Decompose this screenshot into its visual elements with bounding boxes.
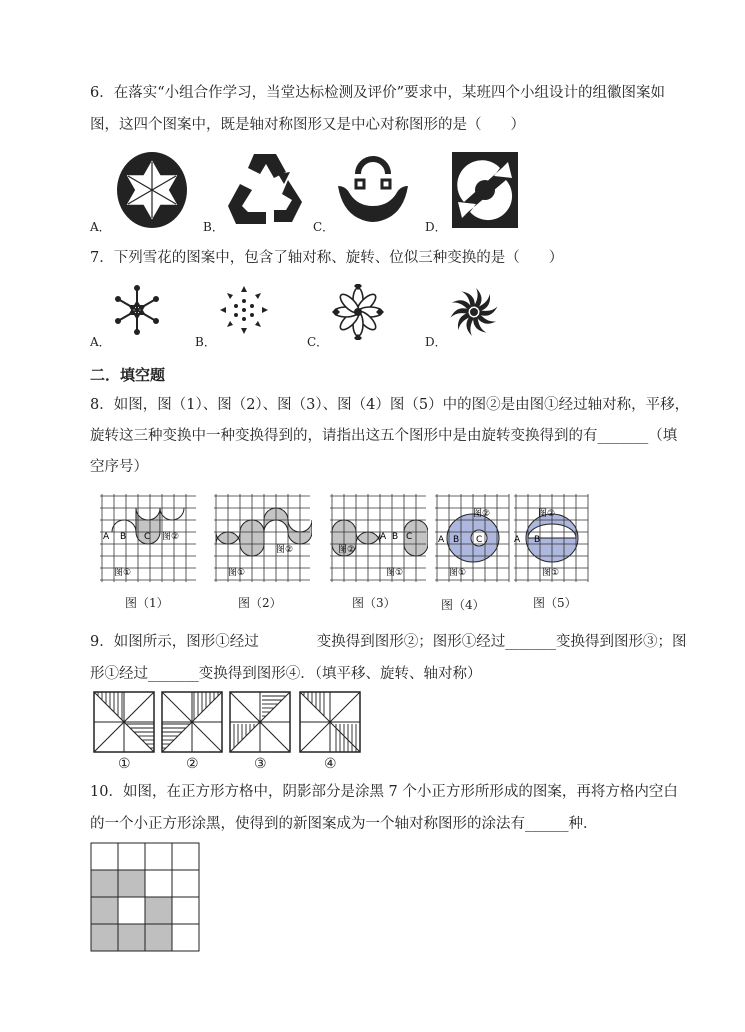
q8-f3-label-one: 图① — [386, 568, 404, 578]
q8-f1-point-b: B — [120, 532, 127, 542]
q8-f3-point-b: B — [392, 532, 399, 542]
q8-f4-label-one: 图① — [449, 568, 467, 578]
q8-f1-point-a: A — [103, 532, 110, 542]
q6-text-line1: 6．在落实“小组合作学习，当堂达标检测及评价”要求中，某班四个小组设计的组徽图案如 — [90, 85, 666, 101]
q8-f3-point-a: A — [380, 532, 387, 542]
q8-caption-1: 图（1） — [125, 596, 169, 610]
q6-option-b-label: B． — [203, 220, 224, 234]
q7-option-b-label: B． — [195, 335, 216, 349]
q7-text-line1: 7．下列雪花的图案中，包含了轴对称、旋转、位似三种变换的是（ ） — [90, 250, 564, 266]
q8-grid-figure-4 — [435, 494, 511, 584]
q8-grid-figure-2 — [214, 494, 312, 584]
q9-figure-2 — [160, 690, 224, 754]
q6-option-d-label: D． — [425, 220, 447, 234]
q10-shaded-cell — [91, 870, 118, 897]
q8-text-line3: 空序号） — [90, 459, 148, 475]
q8-f1-label-two: 图② — [162, 532, 180, 542]
q6-option-c-label: C． — [313, 220, 335, 234]
q10-text-line1: 10．如图，在正方形方格中，阴影部分是涂黑 7 个小正方形所形成的图案，再将方格内空白 — [90, 784, 678, 800]
q9-label-2: ② — [186, 756, 199, 772]
q10-square-grid — [90, 842, 202, 954]
q8-text-line1: 8．如图，图（1）、图（2）、图（3）、图（4）图（5）中的图②是由图①经过轴对称，平移， — [90, 397, 690, 413]
section-title: 二．填空题 — [90, 366, 166, 384]
q9-figure-4 — [298, 690, 362, 754]
q9-label-1: ① — [118, 756, 131, 772]
q6-text-line2: 图，这四个图案中，既是轴对称图形又是中心对称图形的是（ ） — [90, 117, 525, 133]
q9-label-3: ③ — [254, 756, 267, 772]
q8-caption-5: 图（5） — [533, 596, 577, 610]
q9-label-4: ④ — [324, 756, 337, 772]
snowflake-b-icon — [218, 284, 270, 336]
cup-ring-emblem-icon — [336, 150, 410, 226]
q7-option-c-label: C． — [307, 335, 329, 349]
q8-text-line2: 旋转这三种变换中一种变换得到的，请指出这五个图形中是由旋转变换得到的有_______（填 — [90, 428, 678, 444]
q8-f3-point-c: C — [406, 532, 413, 542]
q8-f4-point-c: C — [476, 535, 483, 545]
q6-option-a-label: A． — [90, 220, 111, 234]
q9-text-line2: 形①经过_______变换得到图形④．（填平移、旋转、轴对称） — [90, 666, 482, 682]
q10-shaded-cell — [91, 897, 118, 924]
q9-figure-1 — [92, 690, 156, 754]
q10-shaded-cell — [145, 924, 172, 951]
q8-f5-label-two: 图② — [538, 509, 556, 519]
q8-caption-2: 图（2） — [238, 596, 282, 610]
snowflake-a-icon — [112, 284, 162, 336]
q8-f1-label-one: 图① — [114, 568, 132, 578]
hexagon-star-emblem-icon — [115, 150, 189, 230]
q8-caption-3: 图（3） — [352, 596, 396, 610]
q9-text-line1: 9．如图所示，图形①经过 变换得到图形②；图形①经过_______变换得到图形③；图 — [90, 634, 687, 650]
q8-f3-label-two: 图② — [338, 545, 356, 555]
snowflake-d-icon — [448, 286, 500, 338]
q7-option-a-label: A． — [90, 335, 111, 349]
q8-grid-figure-1 — [100, 494, 198, 584]
q10-shaded-cell — [145, 897, 172, 924]
q8-f4-point-b: B — [453, 535, 460, 545]
q8-f5-point-a: A — [514, 535, 521, 545]
q8-grid-figure-5 — [514, 494, 590, 584]
q8-f4-label-two: 图② — [473, 509, 491, 519]
q8-f5-label-one: 图① — [542, 568, 560, 578]
q8-caption-4: 图（4） — [441, 598, 485, 612]
q8-f2-label-two: 图② — [276, 545, 294, 555]
q10-shaded-cell — [118, 870, 145, 897]
q8-f5-point-b: B — [534, 535, 541, 545]
q8-f1-point-c: C — [144, 532, 151, 542]
q9-figure-3 — [228, 690, 292, 754]
q8-f2-label-one: 图① — [228, 568, 246, 578]
q8-f4-point-a: A — [438, 535, 445, 545]
q8-grid-figure-3 — [330, 494, 428, 584]
swirl-square-emblem-icon — [450, 150, 520, 230]
recycle-arrows-emblem-icon — [226, 150, 306, 228]
q7-option-d-label: D． — [425, 335, 447, 349]
q10-text-line2: 的一个小正方形涂黑，使得到的新图案成为一个轴对称图形的涂法有______种． — [90, 816, 598, 832]
q10-shaded-cell — [91, 924, 118, 951]
q10-shaded-cell — [118, 924, 145, 951]
snowflake-c-icon — [330, 284, 386, 340]
